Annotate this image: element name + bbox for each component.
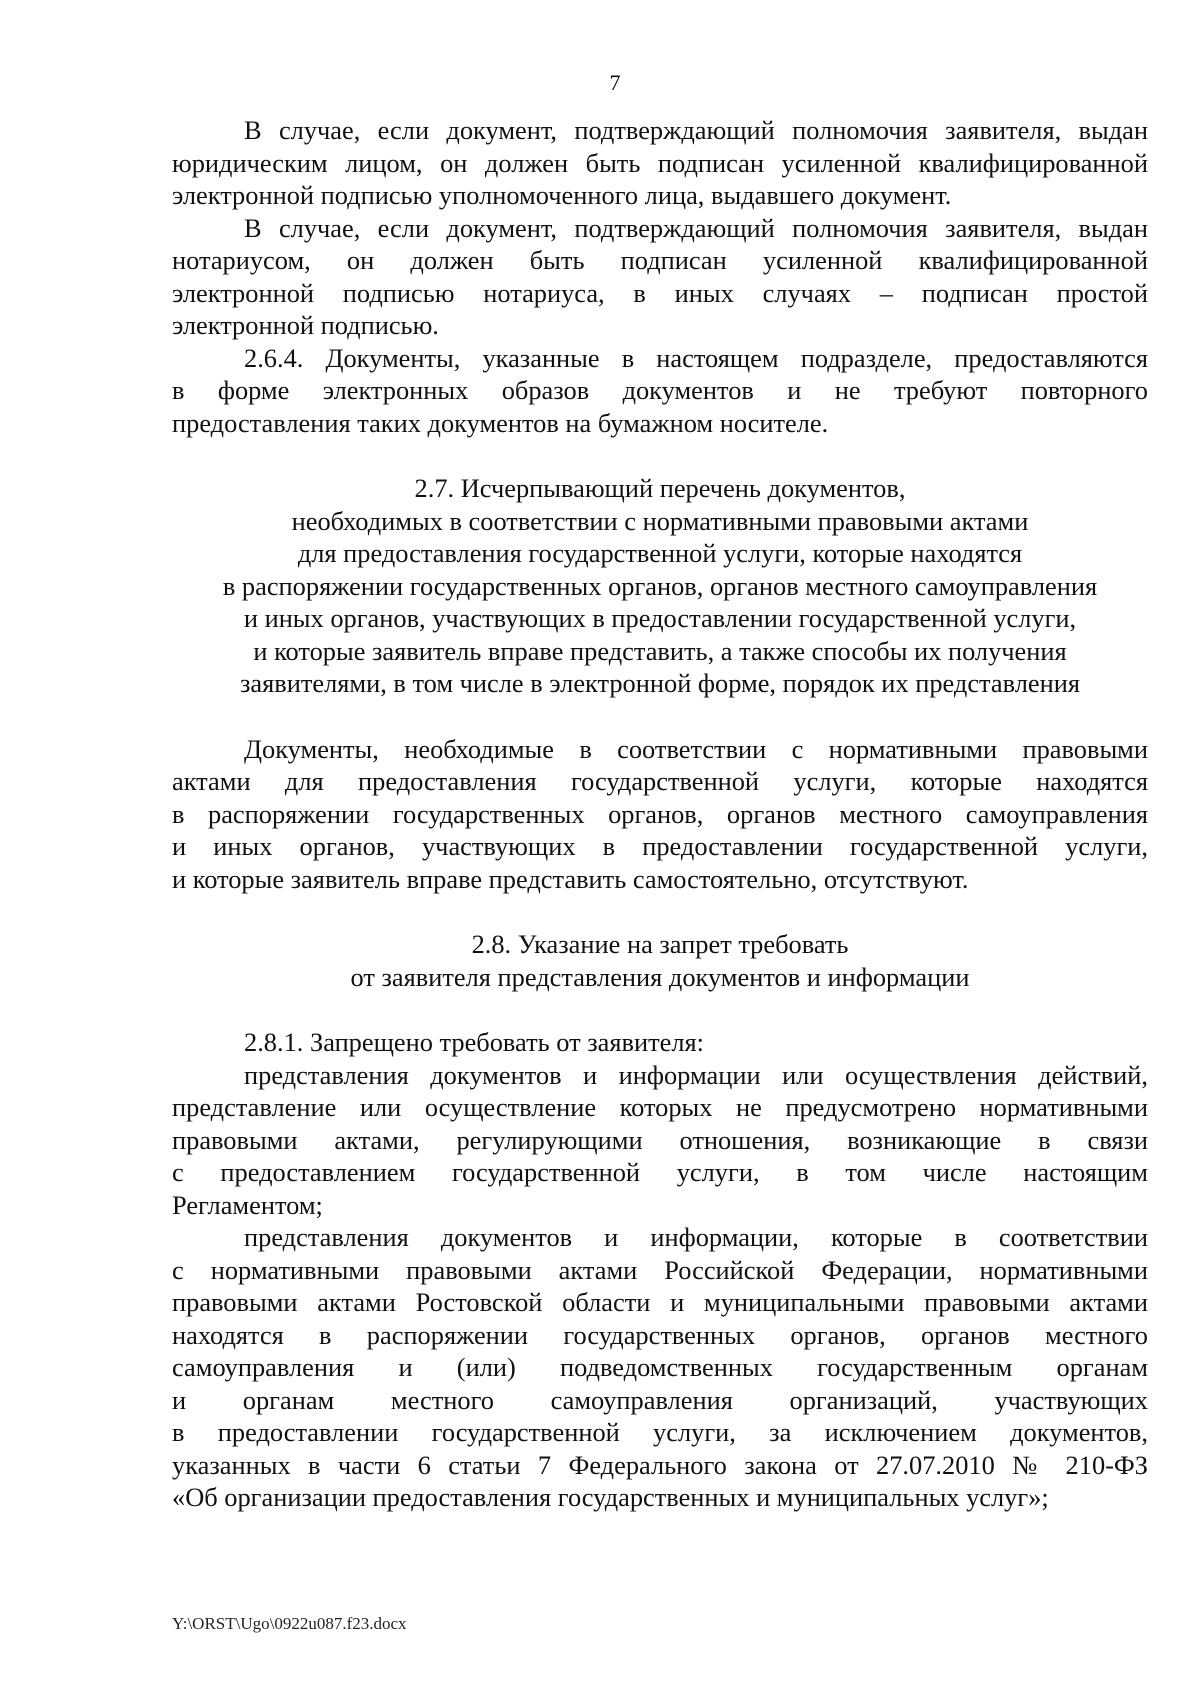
text-line: с нормативными правовыми актами Российской Федерации, нормативными xyxy=(172,1254,1148,1285)
paragraph-prohibition-actions xyxy=(172,1059,1148,1222)
heading-line: и иных органов, участвующих в предоставлении государственной услуги, xyxy=(243,603,1077,633)
text-line: указанных в части 6 статьи 7 Федерального закона от 27.07.2010 № 210-ФЗ xyxy=(172,1449,1148,1480)
text-line: представление или осуществление которых не предусмотрено нормативными xyxy=(172,1092,1148,1122)
text-line: представления документов и информации, которые в соответствии xyxy=(244,1222,1148,1252)
heading-line: заявителями, в том числе в электронной форме, порядок их представления xyxy=(239,668,1080,698)
text-line: электронной подписью нотариуса, в иных случаях – подписан простой xyxy=(172,277,1148,308)
text-line: представления документов и информации или осуществления действий, xyxy=(244,1059,1148,1090)
heading-line: 2.8. Указание на запрет требовать xyxy=(471,929,849,959)
document-body xyxy=(172,114,1148,1514)
paragraph-documents-absent xyxy=(172,733,1148,896)
text-line: правовыми актами Ростовской области и муниципальными правовыми актами xyxy=(172,1287,1148,1317)
text-line: самоуправления и (или) подведомственных государственным органам xyxy=(172,1352,1148,1382)
text-line: 2.8.1. Запрещено требовать от заявителя: xyxy=(244,1027,704,1057)
heading-line: и которые заявитель вправе представить, а также способы их получения xyxy=(253,635,1067,666)
text-line: юридическим лицом, он должен быть подписан усиленной квалифицированной xyxy=(172,147,1148,178)
text-line: электронной подписью. xyxy=(172,310,439,340)
heading-line: от заявителя представления документов и информации xyxy=(350,961,970,992)
heading-line: для предоставления государственной услуги, которые находятся xyxy=(297,538,1023,568)
text-line: нотариусом, он должен быть подписан усиленной квалифицированной xyxy=(172,245,1148,275)
paragraph-prohibition-documents xyxy=(172,1221,1148,1514)
heading-line: в распоряжении государственных органов, органов местного самоуправления xyxy=(222,570,1098,601)
text-line: В случае, если документ, подтверждающий полномочия заявителя, выдан xyxy=(244,115,1148,145)
text-line: в предоставлении государственной услуги, за исключением документов, xyxy=(172,1417,1148,1447)
file-path-footer: Y:\ORST\Ugo\0922u087.f23.docx xyxy=(172,1614,407,1633)
text-line: В случае, если документ, подтверждающий полномочия заявителя, выдан xyxy=(244,212,1148,243)
section-heading-2-8 xyxy=(172,928,1148,993)
text-line: 2.6.4. Документы, указанные в настоящем подразделе, предоставляются xyxy=(244,342,1148,373)
paragraph-legal-entity-signature xyxy=(172,114,1148,212)
section-heading-2-7 xyxy=(172,472,1148,700)
page-number: 7 xyxy=(609,70,621,95)
text-line: и иных органов, участвующих в предоставлении государственной услуги, xyxy=(172,831,1148,861)
text-line: в распоряжении государственных органов, органов местного самоуправления xyxy=(172,798,1148,829)
text-line: правовыми актами, регулирующими отношения, возникающие в связи xyxy=(172,1124,1148,1155)
text-line: актами для предоставления государственной услуги, которые находятся xyxy=(172,766,1148,796)
text-line: «Об организации предоставления государственных и муниципальных услуг»; xyxy=(172,1482,1049,1512)
text-line: предоставления таких документов на бумажном носителе. xyxy=(172,407,829,438)
text-line: в форме электронных образов документов и не требуют повторного xyxy=(172,375,1148,405)
text-line: и которые заявитель вправе представить самостоятельно, отсутствуют. xyxy=(172,863,969,894)
paragraph-2-6-4 xyxy=(172,342,1148,440)
heading-line: необходимых в соответствии с нормативными правовыми актами xyxy=(291,505,1029,536)
paragraph-notary-signature xyxy=(172,212,1148,342)
text-line: Регламентом; xyxy=(172,1189,323,1220)
text-line: Документы, необходимые в соответствии с нормативными правовыми xyxy=(244,733,1148,764)
heading-line: 2.7. Исчерпывающий перечень документов, xyxy=(414,473,906,503)
text-line: с предоставлением государственной услуги, в том числе настоящим xyxy=(172,1157,1148,1187)
text-line: и органам местного самоуправления организаций, участвующих xyxy=(172,1384,1148,1415)
paragraph-2-8-1 xyxy=(172,1026,1148,1059)
text-line: электронной подписью уполномоченного лица, выдавшего документ. xyxy=(172,180,952,210)
text-line: находятся в распоряжении государственных органов, органов местного xyxy=(172,1319,1148,1350)
